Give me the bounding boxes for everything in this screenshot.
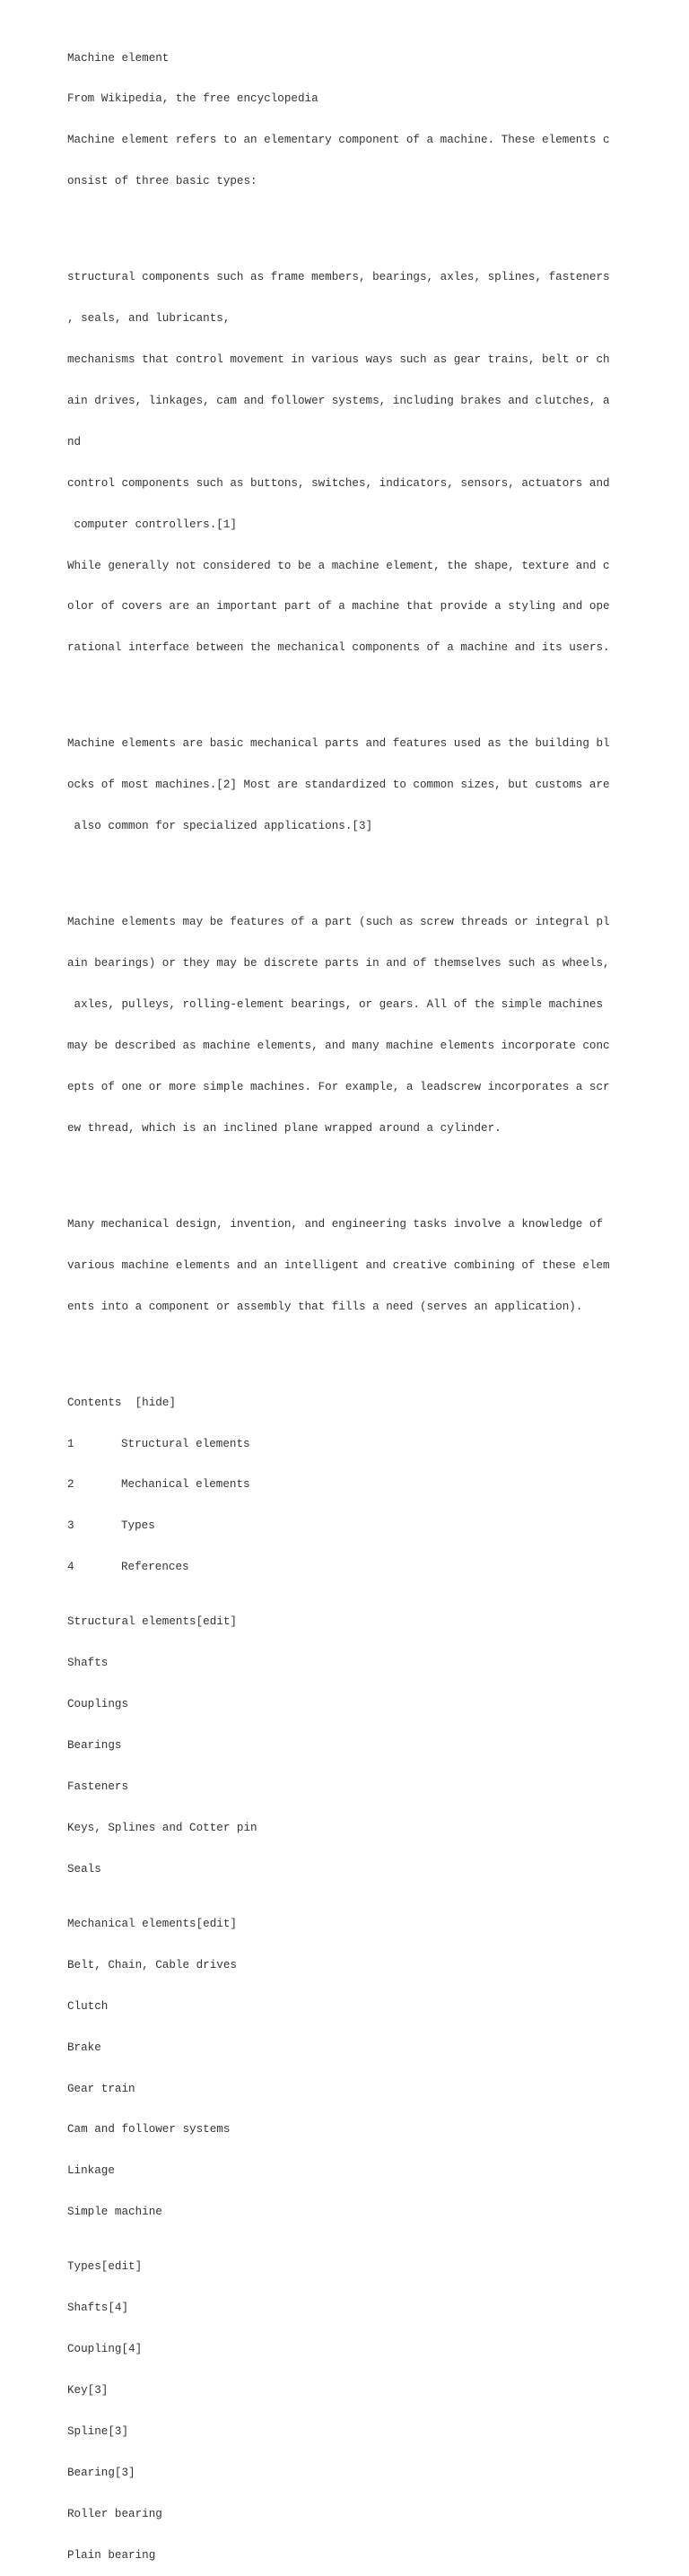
article-tagline: From Wikipedia, the free encyclopedia xyxy=(67,92,318,106)
blank-line xyxy=(67,683,606,696)
list-item: Plain bearing xyxy=(67,2548,156,2562)
toc-item-number: 1 xyxy=(67,1437,74,1450)
list-item: Bearing[3] xyxy=(67,2466,135,2479)
toc-item[interactable] xyxy=(67,1438,606,1451)
list-item: Brake xyxy=(67,2041,101,2054)
list-item: Linkage xyxy=(67,2164,115,2178)
list-item: Shafts xyxy=(67,1657,109,1670)
paragraph-line: ents into a component or assembly that fills a need (serves an application). xyxy=(67,1300,583,1313)
section-heading-types xyxy=(67,2260,606,2274)
toc-item-label[interactable]: Types xyxy=(121,1519,155,1533)
list-item: Shafts[4] xyxy=(67,2302,129,2315)
paragraph-line: Machine elements are basic mechanical parts and features used as the building bl xyxy=(67,737,610,751)
blank-line xyxy=(67,216,606,230)
section-heading-label: Mechanical elements xyxy=(67,1917,196,1930)
types-line: ain drives, linkages, cam and follower systems, including brakes and clutches, a xyxy=(67,395,610,408)
types-line: control components such as buttons, switches, indicators, sensors, actuators and xyxy=(67,476,610,490)
paragraph-line: Many mechanical design, invention, and engineering tasks involve a knowledge of xyxy=(67,1217,604,1231)
paragraph-line: axles, pulleys, rolling-element bearings, or gears. All of the simple machines xyxy=(67,998,604,1012)
blank-line xyxy=(67,1163,606,1177)
edit-link[interactable]: [edit] xyxy=(196,1615,237,1629)
list-item: Clutch xyxy=(67,1999,109,2013)
paragraph-line: ocks of most machines.[2] Most are standardized to common sizes, but customs are xyxy=(67,779,610,792)
toc-item-label[interactable]: References xyxy=(121,1561,189,1574)
intro-line: Machine element refers to an elementary component of a machine. These elements c xyxy=(67,134,610,147)
list-item: Fasteners xyxy=(67,1780,129,1793)
toc-item-label[interactable]: Structural elements xyxy=(121,1437,250,1450)
toc-hide-toggle[interactable]: [hide] xyxy=(135,1396,176,1409)
article-title: Machine element xyxy=(67,51,170,65)
list-item: Simple machine xyxy=(67,2206,162,2219)
list-item: Couplings xyxy=(67,1698,129,1711)
toc-item-number: 2 xyxy=(67,1478,74,1492)
list-item: Bearings xyxy=(67,1739,122,1753)
intro-line: onsist of three basic types: xyxy=(67,175,257,188)
section-heading-structural xyxy=(67,1615,606,1629)
paragraph-line: ain bearings) or they may be discrete parts in and of themselves such as wheels, xyxy=(67,957,610,970)
list-item: Coupling[4] xyxy=(67,2343,143,2356)
types-line: , seals, and lubricants, xyxy=(67,312,231,326)
section-heading-mechanical xyxy=(67,1918,606,1931)
edit-link[interactable]: [edit] xyxy=(196,1917,237,1930)
toc-item-number: 4 xyxy=(67,1561,74,1574)
blank-line xyxy=(67,1342,606,1355)
types-line: structural components such as frame members, bearings, axles, splines, fasteners xyxy=(67,271,610,284)
paragraph-line: ew thread, which is an inclined plane wrapped around a cylinder. xyxy=(67,1121,501,1135)
types-line: rational interface between the mechanical components of a machine and its users. xyxy=(67,641,610,655)
toc-item[interactable] xyxy=(67,1478,606,1492)
paragraph-line: Machine elements may be features of a part (such as screw threads or integral pl xyxy=(67,916,610,929)
toc-item[interactable] xyxy=(67,1519,606,1533)
toc-item-number: 3 xyxy=(67,1519,74,1533)
paragraph-line: epts of one or more simple machines. For example, a leadscrew incorporates a scr xyxy=(67,1080,610,1093)
types-line: While generally not considered to be a machine element, the shape, texture and c xyxy=(67,559,610,572)
document-page xyxy=(67,24,610,2576)
list-item: Gear train xyxy=(67,2082,135,2095)
list-item: Belt, Chain, Cable drives xyxy=(67,1958,237,1971)
types-line: mechanisms that control movement in various ways such as gear trains, belt or ch xyxy=(67,353,610,367)
section-heading-label: Types xyxy=(67,2260,101,2274)
list-item: Spline[3] xyxy=(67,2424,129,2438)
blank-line xyxy=(67,861,606,875)
toc-heading: Contents xyxy=(67,1396,122,1409)
list-item: Cam and follower systems xyxy=(67,2123,231,2137)
list-item: Roller bearing xyxy=(67,2507,162,2520)
paragraph-line: may be described as machine elements, and many machine elements incorporate conc xyxy=(67,1039,610,1052)
section-heading-label: Structural elements xyxy=(67,1615,196,1629)
edit-link[interactable]: [edit] xyxy=(100,2260,143,2274)
list-item: Seals xyxy=(67,1862,101,1875)
types-line: olor of covers are an important part of a machine that provide a styling and ope xyxy=(67,600,610,614)
toc-item-label[interactable]: Mechanical elements xyxy=(121,1478,250,1492)
types-line: nd xyxy=(67,435,82,448)
toc-header xyxy=(67,1397,606,1410)
list-item: Keys, Splines and Cotter pin xyxy=(67,1821,257,1834)
paragraph-line: also common for specialized applications.[3] xyxy=(67,820,373,833)
toc-item[interactable] xyxy=(67,1561,606,1574)
list-item: Key[3] xyxy=(67,2384,109,2398)
paragraph-line: various machine elements and an intelligent and creative combining of these elem xyxy=(67,1258,610,1272)
types-line: computer controllers.[1] xyxy=(67,518,237,531)
